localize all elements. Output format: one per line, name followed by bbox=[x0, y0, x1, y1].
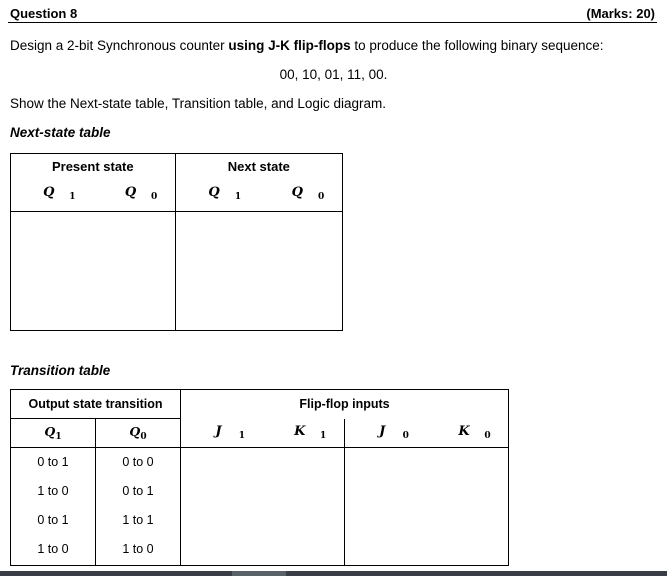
col-k1: K $_1$ bbox=[294, 424, 327, 442]
intro-paragraph bbox=[10, 38, 604, 53]
intro-pre: Design a 2-bit Synchronous counter bbox=[10, 38, 229, 53]
next-state-body bbox=[175, 212, 342, 331]
question-marks: (Marks: 20) bbox=[586, 6, 655, 21]
present-state-body bbox=[11, 212, 176, 331]
next-state-label: Next-state table bbox=[10, 125, 111, 140]
table-row: 0 to 1 bbox=[37, 455, 69, 469]
next-q1: Q $_1$ bbox=[208, 185, 242, 202]
table-row: 1 to 0 bbox=[122, 542, 154, 556]
present-q1: Q $_1$ bbox=[43, 185, 76, 202]
table-row: 1 to 0 bbox=[37, 484, 69, 498]
col-j1: J $_1$ bbox=[215, 424, 246, 442]
table-row: 0 to 1 bbox=[122, 484, 154, 498]
transition-label: Transition table bbox=[10, 363, 111, 378]
table-row: 0 to 0 bbox=[122, 455, 154, 469]
binary-sequence: 00, 10, 01, 11, 00. bbox=[279, 67, 388, 82]
ff1-columns bbox=[181, 419, 345, 448]
next-state-title: Next state bbox=[227, 159, 290, 174]
transition-table bbox=[10, 389, 509, 566]
col-k0: K $_0$ bbox=[458, 424, 491, 442]
present-q0: Q $_0$ bbox=[124, 185, 158, 202]
col-q1: $Q_1$ bbox=[11, 419, 96, 448]
instruction-text: Show the Next-state table, Transition table, and Logic diagram. bbox=[10, 96, 386, 111]
table-row: 1 to 0 bbox=[37, 542, 69, 556]
question-title: Question 8 bbox=[10, 6, 78, 21]
col-j0: J $_0$ bbox=[379, 424, 409, 442]
intro-post: to produce the following binary sequence: bbox=[350, 38, 604, 53]
present-state-title: Present state bbox=[51, 159, 134, 174]
q1-values-cell bbox=[11, 448, 96, 566]
output-transition-header: Output state transition bbox=[11, 390, 181, 419]
flip-flop-inputs-header: Flip-flop inputs bbox=[181, 390, 509, 419]
next-q0: Q $_0$ bbox=[291, 185, 325, 202]
col-q0: $Q_0$ bbox=[96, 419, 181, 448]
table-row: 1 to 1 bbox=[122, 513, 154, 527]
ff0-columns bbox=[344, 419, 509, 448]
bottom-scroll-bar[interactable] bbox=[0, 571, 667, 576]
q0-values-cell bbox=[96, 448, 181, 566]
table-row: 0 to 1 bbox=[37, 513, 69, 527]
title-underline bbox=[8, 22, 657, 23]
present-state-header bbox=[11, 154, 176, 212]
intro-bold: using J-K flip-flops bbox=[228, 38, 351, 53]
bottom-scroll-thumb[interactable] bbox=[232, 571, 286, 576]
ff0-inputs-body bbox=[344, 448, 509, 566]
next-state-header bbox=[175, 154, 342, 212]
ff1-inputs-body bbox=[181, 448, 345, 566]
next-state-table bbox=[10, 153, 343, 331]
